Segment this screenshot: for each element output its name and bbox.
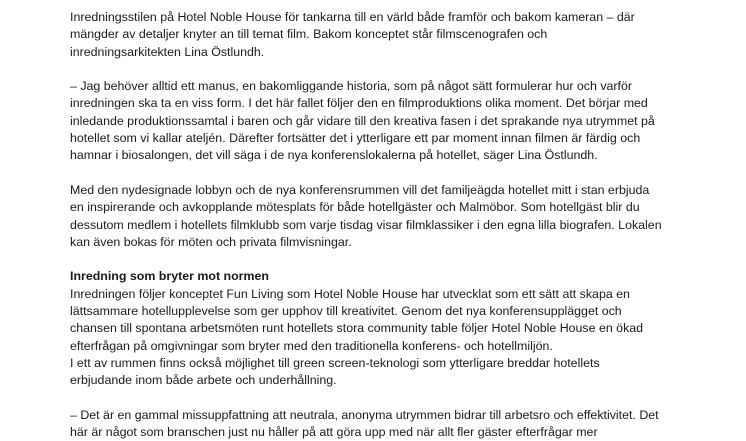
text-line: här är något som branschen just nu håller på att göra upp med när allt fler gäster efterfrågar mer	[70, 425, 598, 440]
text-line: I ett av rummen finns också möjlighet till green screen-teknologi som ytterligare breddar hotellets	[70, 355, 600, 370]
paragraph-quote-misconception	[70, 407, 695, 441]
paragraph-quote-lina	[70, 78, 695, 164]
text-line: Inredningsstilen på Hotel Noble House för tankarna till en värld både framför och bakom kameran – där	[70, 10, 635, 24]
text-line: mängder av detaljer knyter an till temat film. Bakom konceptet står filmscenografen och	[70, 27, 548, 42]
text-line: en inspirerande och avkopplande mötesplats för både hotellgäster och Malmöbor. Som hotellgäst blir du	[70, 200, 640, 215]
text-line: – Det är en gammal missuppfattning att neutrala, anonyma utrymmen bidrar till arbetsro och effektivitet. Det	[70, 407, 659, 422]
text-line: chansen till spontana arbetsmöten runt hotellets stora community table följer Hotel Noble House en ökad	[70, 321, 644, 336]
document-body	[70, 9, 695, 441]
text-line: efterfrågan på omgivningar som bryter med den traditionella konferens- och hotellmiljön.	[70, 338, 553, 353]
paragraph-intro	[70, 9, 695, 61]
paragraph-lobby	[70, 182, 695, 251]
text-line: dessutom medlem i hotellets filmklubb som varje tisdag visar filmklassiker i den egna lilla biografen. Lokalen	[70, 217, 662, 232]
text-line: hamnar i biosalongen, det vill säga i de nya konferenslokalerna på hotellet, säger Lina Östlundh.	[70, 148, 598, 163]
text-line: Inredningen följer konceptet Fun Living som Hotel Noble House har utvecklat som ett sätt att skapa en	[70, 286, 630, 301]
text-line: – Jag behöver alltid ett manus, en bakomliggande historia, som på något sätt formulerar hur och varför	[70, 79, 633, 94]
text-line: inledande produktionssamtal i baren och går vidare till den kreativa fasen i det sprakande nya utrymmet på	[70, 113, 655, 128]
text-line: inredningsarkitekten Lina Östlundh.	[70, 44, 265, 59]
text-line: inredningen ska ta en viss form. I det här fallet följer den en filmproduktions olika moment. Det börjar med	[70, 96, 648, 111]
text-line: hotellet som vi kallar ateljén. Därefter fortsätter det i ytterligare ett par moment innan filmen är färdig och	[70, 131, 641, 146]
text-line: erbjudande inom både arbete och underhållning.	[70, 373, 337, 388]
section-heading: Inredning som bryter mot normen	[70, 269, 269, 284]
text-line: kan även bokas för möten och privata filmvisningar.	[70, 234, 352, 249]
text-line: lättsammare hotellupplevelse som ger upphov till kreativitet. Genom det nya konferensupplägget och	[70, 304, 622, 319]
text-line: Med den nydesignade lobbyn och de nya konferensrummen vill det familjeägda hotellet mitt i stan erbjuda	[70, 182, 650, 197]
paragraph-fun-living	[70, 286, 695, 390]
